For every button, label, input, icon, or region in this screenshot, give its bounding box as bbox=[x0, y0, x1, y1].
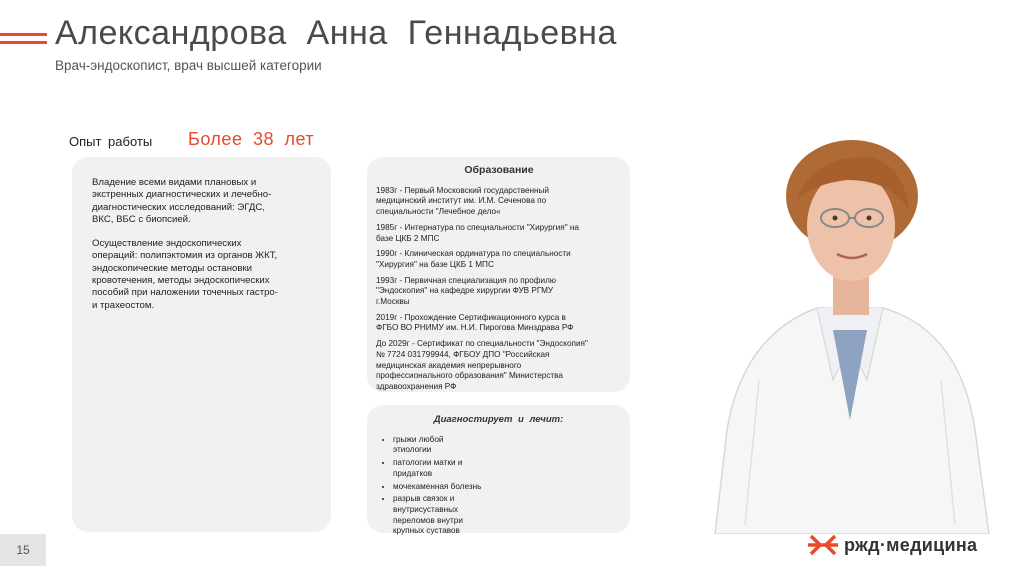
diagnoses-title: Диагностирует и лечит: bbox=[433, 414, 564, 425]
diagnosis-item: • грыжи любой этиологии bbox=[393, 435, 622, 456]
education-entry: 2019г - Прохождение Сертификационного курса в ФГБО ВО РНИМУ им. Н.И. Пирогова Минздрава РФ bbox=[376, 312, 574, 333]
logo-text: ржд·медицина bbox=[844, 534, 978, 555]
doctor-photo bbox=[705, 130, 995, 534]
education-title: Образование bbox=[464, 164, 534, 176]
diagnoses-list bbox=[375, 435, 622, 537]
diagnosis-item: • разрыв связок и внутрисуставных переломов внутри крупных суставов bbox=[393, 494, 622, 537]
education-entry: 1990г - Клиническая ординатура по специальности "Хирургия" на базе ЦКБ 1 МПС bbox=[376, 249, 571, 269]
doctor-name: Александрова Анна Геннадьевна bbox=[55, 14, 617, 52]
education-entry: 1993г - Первичная специализация по профилю "Эндоскопия" на кафедре хирургии ФУВ РГМУ г.Москвы bbox=[376, 275, 556, 307]
accent-lines bbox=[0, 33, 47, 49]
experience-label: Опыт работы bbox=[69, 134, 153, 149]
doctor-position: Врач-эндоскопист, врач высшей категории bbox=[55, 58, 322, 73]
diagnoses-card bbox=[367, 405, 630, 536]
education-card bbox=[367, 157, 630, 392]
skills-card bbox=[72, 157, 331, 532]
diagnosis-item: • мочекаменная болезнь bbox=[393, 482, 622, 493]
skills-paragraph: Владение всеми видами плановых и экстренных диагностических и лечебно- диагностических исследований: ЭГДС, ВКС, ВБС с биопсией. bbox=[92, 177, 272, 225]
experience-value: Более 38 лет bbox=[188, 129, 315, 149]
diagnosis-item: • патологии матки и придатков bbox=[393, 458, 622, 479]
rzd-logo bbox=[808, 533, 977, 557]
education-entry: 1985г - Интернатура по специальности "Хирургия" на базе ЦКБ 2 МПС bbox=[376, 222, 579, 243]
page-number: 15 bbox=[0, 534, 46, 566]
education-entry: 1983г - Первый Московский государственный медицинский институт им. И.М. Сеченова по специальности "Лечебное дело« bbox=[376, 185, 550, 217]
rzd-logo-icon bbox=[808, 533, 838, 557]
skills-paragraph: Осуществление эндоскопических операций: полипэктомия из органов ЖКТ, эндоскопические методы остановки кровотечения, методы эндоскопических пособий при наложении точечных гастро- и трахеостом. bbox=[92, 238, 278, 311]
education-entry: До 2029г - Сертификат по специальности "Эндоскопия" № 7724 031799944, ФГБОУ ДПО "Российская медицинская академия непрерывного профессионального образования" Министерства здравоохранения РФ bbox=[376, 339, 588, 391]
